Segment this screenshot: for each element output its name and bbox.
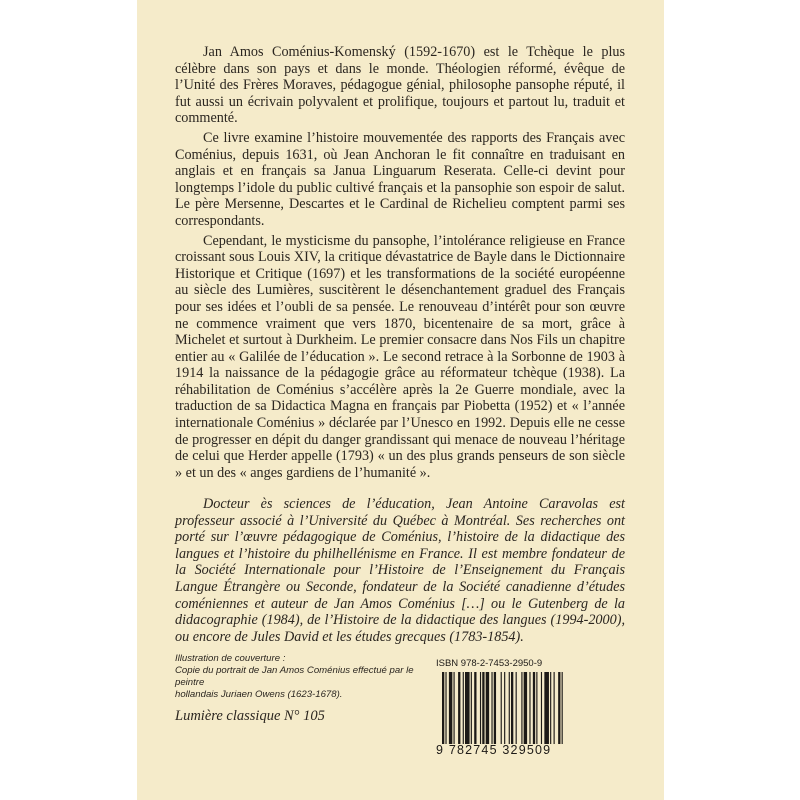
credits-line-2: Copie du portrait de Jan Amos Coménius effectué par le peintre: [175, 665, 414, 688]
summary-paragraph-1: Jan Amos Coménius-Komenský (1592-1670) est le Tchèque le plus célèbre dans son pays et dans le monde. Théologien réformé, évêque de l’Unité des Frères Moraves, pédagogue génial, philosophe pansophe réputé, il fut aussi un écrivain polyvalent et prolifique, toujours et partout lu, traduit et commenté.: [175, 44, 625, 127]
credits-line-1: Illustration de couverture :: [175, 653, 286, 664]
author-bio: [175, 496, 625, 645]
barcode-digits: 9 782745 329509: [436, 743, 552, 757]
credits-line-3: hollandais Juriaen Owens (1623-1678).: [175, 689, 343, 700]
barcode-icon: [436, 672, 626, 744]
back-cover-summary: [175, 44, 625, 484]
summary-paragraph-2: Ce livre examine l’histoire mouvementée des rapports des Français avec Coménius, depuis 1631, où Jean Anchoran le fit connaître en traduisant en anglais et en français sa Janua Linguarum Reserata. Celle-ci devint pour longtemps l’idole du public cultivé français et la pansophie son espoir de salut. Le père Mersenne, Descartes et le Cardinal de Richelieu comptent parmi ses correspondants.: [175, 129, 625, 229]
series-title: Lumière classique N° 105: [175, 708, 325, 724]
summary-paragraph-3: Cependant, le mysticisme du pansophe, l’intolérance religieuse en France croissant sous Louis XIV, la critique dévastatrice de Bayle dans le Dictionnaire Historique et Critique (1697) et les transformations de la société européenne au siècle des Lumières, suscitèrent le désenchantement graduel des Français pour ses idées et l’oubli de sa pensée. Le renouveau d’intérêt pour son œuvre ne commence vraiment que vers 1870, bicentenaire de sa mort, grâce à Michelet et surtout à Durkheim. Le premier consacre dans Nos Fils un chapitre entier au « Galilée de l’éducation ». Le second retrace à la Sorbonne de 1903 à 1914 la naissance de la pédagogie grâce au réformateur tchèque (1938). La réhabilitation de Coménius s’accélère après la 2e Guerre mondiale, avec la traduction de sa Didactica Magna en français par Piobetta (1952) et « l’année internationale Coménius » déclarée par l’Unesco en 1992. Depuis elle ne cesse de progresser en dépit du danger grandissant qui menace de nouveau l’héritage de celui que Herder appelle (1793) « un des plus grands penseurs de son siècle » et un des « anges gardiens de l’humanité ».: [175, 232, 625, 481]
author-bio-text: Docteur ès sciences de l’éducation, Jean Antoine Caravolas est professeur associé à l’Université du Québec à Montréal. Ses recherches ont porté sur l’œuvre pédagogique de Coménius, l’histoire de la didactique des langues et l’histoire du philhellénisme en France. Il est membre fondateur de la Société Internationale pour l’Histoire de l’Enseignement du Français Langue Étrangère ou Seconde, fondateur de la Société canadienne d’études coméniennes et auteur de Jan Amos Coménius […] ou le Gutenberg de la didacographie (1984), de l’Histoire de la didactique des langues (1994-2000), ou encore de Jules David et les études grecques (1783-1854).: [175, 496, 625, 645]
isbn-label: ISBN 978-2-7453-2950-9: [436, 658, 543, 669]
cover-illustration-credits: [175, 653, 435, 701]
